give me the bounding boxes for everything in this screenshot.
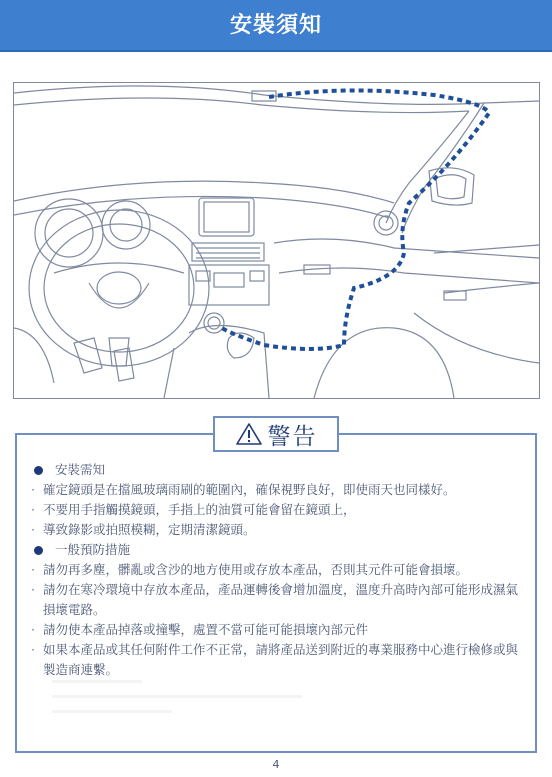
list-item-text: 請勿使本產品掉落或撞擊，處置不當可能可能損壞內部元件 [43,622,369,637]
list-item [31,640,526,680]
list-item [31,620,526,640]
list-item-text: 請勿在寒冷環境中存放本產品，產品運轉後會增加溫度，溫度升高時內部可能形成濕氣損壞電路。 [43,582,519,617]
list-item-text: 不要用手指觸摸鏡頭，手指上的油質可能會留在鏡頭上， [43,502,356,517]
section-title-text: 一般預防措施 [55,542,131,557]
list-item [31,480,526,500]
page-header [0,0,552,52]
section-title-installation [31,460,526,480]
list-item [31,560,526,580]
warning-tab [213,416,339,452]
page-number: 4 [272,758,280,771]
list-item-text: 請勿再多塵，髒亂或含沙的地方使用或存放本產品，否則其元件可能會損壞。 [43,562,469,577]
warning-triangle-icon [235,422,263,446]
warning-content [31,460,526,680]
list-item [31,500,526,520]
list-item [31,580,526,620]
page-title: 安裝須知 [229,13,322,38]
faded-text-lines [52,680,312,736]
list-item [31,520,526,540]
bullet-icon [34,546,43,555]
list-item-text: 如果本產品或其任何附件工作不正常，請將產品送到附近的專業服務中心進行檢修或與製造商連繫。 [43,642,519,677]
item-dot: · [31,522,35,537]
item-dot: · [31,582,35,597]
item-dot: · [31,622,35,637]
bullet-icon [34,466,43,475]
item-dot: · [31,482,35,497]
section-title-text: 安裝需知 [55,462,106,477]
list-item-text: 確定鏡頭是在擋風玻璃雨刷的範圍內，確保視野良好，即使雨天也同樣好。 [43,482,456,497]
item-dot: · [31,642,35,657]
item-dot: · [31,562,35,577]
section-title-precautions [31,540,526,560]
car-interior-illustration [13,82,540,399]
warning-label: 警告 [267,423,318,450]
list-item-text: 導致錄影或拍照模糊，定期清潔鏡頭。 [43,522,256,537]
item-dot: · [31,502,35,517]
